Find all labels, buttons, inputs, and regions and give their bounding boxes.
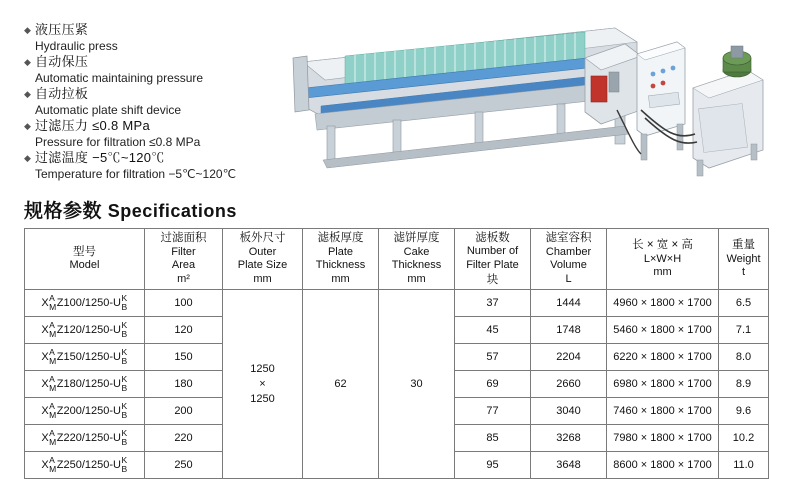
- model-sub-right-bottom: B: [121, 410, 128, 421]
- model-sub-right: [121, 321, 127, 339]
- cell-weight: 8.9: [719, 371, 769, 398]
- th-dimensions: [607, 229, 719, 290]
- th-cake-thickness-en2: Thickness: [391, 259, 442, 272]
- feature-item: [24, 54, 304, 71]
- cell-model: [25, 371, 145, 398]
- model-sub-right-bottom: B: [121, 302, 128, 313]
- cell-dimensions: 6220 × 1800 × 1700: [607, 344, 719, 371]
- model-sub-right: [121, 429, 127, 447]
- bullet-icon: ◆: [24, 121, 31, 131]
- th-plate-count: [455, 229, 531, 290]
- th-weight-en: Weight: [726, 252, 761, 265]
- th-chamber-volume: [531, 229, 607, 290]
- model-prefix: X: [41, 432, 49, 445]
- th-weight-cn: 重量: [732, 239, 755, 252]
- model-sub-right-top: K: [121, 401, 128, 412]
- feature-item: [24, 150, 304, 167]
- th-outer-plate-size-en2: Plate Size: [237, 259, 288, 272]
- cell-weight: 10.2: [719, 425, 769, 452]
- model-sub-right: [121, 348, 127, 366]
- model-sub-right-bottom: B: [121, 464, 128, 475]
- model-sub-right-top: K: [121, 428, 128, 439]
- cell-plate-count: 77: [455, 398, 531, 425]
- model-prefix: X: [41, 351, 49, 364]
- cell-filter-area: 150: [145, 344, 223, 371]
- model-sub-right-top: K: [121, 293, 128, 304]
- th-chamber-volume-cn: 滤室容积: [545, 232, 592, 245]
- th-plate-count-en: Number of: [466, 245, 519, 258]
- model-sub-left-bottom: M: [49, 356, 57, 367]
- th-model-cn: 型号: [73, 246, 96, 259]
- th-cake-thickness-cn: 滤饼厚度: [393, 232, 440, 245]
- cell-chamber-volume: 3040: [531, 398, 607, 425]
- model-sub-right: [121, 402, 127, 420]
- model-sub-left: [49, 375, 56, 393]
- model-sub-left-top: A: [49, 374, 55, 385]
- model-sub-left-bottom: M: [49, 302, 57, 313]
- cell-weight: 11.0: [719, 452, 769, 479]
- model-sub-right-bottom: B: [121, 437, 128, 448]
- feature-title-en: Hydraulic press: [35, 39, 118, 53]
- th-plate-thickness-en2: Thickness: [315, 259, 366, 272]
- th-model: [25, 229, 145, 290]
- feature-title-cn: 自动拉板: [35, 86, 89, 101]
- model-mid: Z220/1250-U: [56, 432, 121, 445]
- feature-title-cn: 液压压紧: [35, 22, 89, 37]
- feature-item: [24, 22, 304, 39]
- cell-chamber-volume: 3648: [531, 452, 607, 479]
- specifications-table-wrap: [24, 228, 768, 479]
- model-sub-right-top: K: [121, 455, 128, 466]
- model-sub-left: [49, 429, 56, 447]
- feature-list: [24, 22, 304, 182]
- model-sub-left-top: A: [49, 401, 55, 412]
- cell-model: [25, 452, 145, 479]
- th-weight: [719, 229, 769, 290]
- cell-weight: 7.1: [719, 317, 769, 344]
- model-sub-left: [49, 294, 56, 312]
- cell-plate-count: 57: [455, 344, 531, 371]
- cell-model: [25, 398, 145, 425]
- model-prefix: X: [41, 378, 49, 391]
- cell-weight: 8.0: [719, 344, 769, 371]
- th-chamber-volume-en: Chamber: [545, 245, 592, 258]
- filter-press-illustration: [285, 14, 785, 194]
- feature-item: [24, 118, 304, 135]
- cell-plate-count: 69: [455, 371, 531, 398]
- th-plate-thickness: [303, 229, 379, 290]
- cell-model: [25, 317, 145, 344]
- model-sub-right-bottom: B: [121, 383, 128, 394]
- cell-dimensions: 7460 × 1800 × 1700: [607, 398, 719, 425]
- cell-filter-area: 100: [145, 290, 223, 317]
- model-sub-right-top: K: [121, 347, 128, 358]
- th-outer-plate-size-en: Outer: [248, 245, 277, 258]
- model-sub-right-top: K: [121, 374, 128, 385]
- model-sub-left-bottom: M: [49, 329, 57, 340]
- model-sub-left-top: A: [49, 347, 55, 358]
- th-outer-plate-size-unit: mm: [253, 273, 272, 286]
- model-sub-left-top: A: [49, 428, 55, 439]
- bullet-icon: ◆: [24, 25, 31, 35]
- model-sub-right-bottom: B: [121, 356, 128, 367]
- th-filter-area-en2: Area: [171, 259, 196, 272]
- cell-dimensions: 8600 × 1800 × 1700: [607, 452, 719, 479]
- th-filter-area: [145, 229, 223, 290]
- cell-chamber-volume: 2204: [531, 344, 607, 371]
- specifications-table: [24, 228, 769, 479]
- th-filter-area-en: Filter: [171, 245, 196, 258]
- cell-dimensions: 7980 × 1800 × 1700: [607, 425, 719, 452]
- model-sub-right: [121, 375, 127, 393]
- model-sub-left: [49, 456, 56, 474]
- model-sub-right: [121, 294, 127, 312]
- th-plate-thickness-en: Plate: [327, 245, 354, 258]
- table-header-row: [25, 229, 769, 290]
- cell-cake-thickness: 30: [379, 290, 455, 479]
- section-title-en: Specifications: [107, 201, 237, 221]
- cell-chamber-volume: 1748: [531, 317, 607, 344]
- th-filter-area-cn: 过滤面积: [160, 232, 207, 245]
- cell-model: [25, 344, 145, 371]
- cell-plate-count: 85: [455, 425, 531, 452]
- model-sub-left: [49, 402, 56, 420]
- model-mid: Z150/1250-U: [56, 351, 121, 364]
- cell-chamber-volume: 1444: [531, 290, 607, 317]
- th-plate-thickness-cn: 滤板厚度: [317, 232, 364, 245]
- th-cake-thickness: [379, 229, 455, 290]
- bullet-icon: ◆: [24, 153, 31, 163]
- th-plate-count-en2: Filter Plate: [466, 259, 519, 272]
- cell-weight: 9.6: [719, 398, 769, 425]
- th-outer-plate-size-cn: 板外尺寸: [239, 232, 286, 245]
- th-plate-count-cn: 滤板数: [475, 232, 510, 244]
- cell-filter-area: 120: [145, 317, 223, 344]
- model-sub-left-top: A: [49, 320, 55, 331]
- model-prefix: X: [41, 405, 49, 418]
- table-row: [25, 290, 769, 317]
- cell-filter-area: 250: [145, 452, 223, 479]
- model-prefix: X: [41, 297, 49, 310]
- th-plate-count-unit: 块: [486, 273, 499, 286]
- model-prefix: X: [41, 324, 49, 337]
- th-weight-unit: t: [741, 266, 746, 279]
- model-sub-left-bottom: M: [49, 437, 57, 448]
- model-sub-left: [49, 348, 56, 366]
- cell-plate-count: 45: [455, 317, 531, 344]
- cell-dimensions: 4960 × 1800 × 1700: [607, 290, 719, 317]
- model-mid: Z180/1250-U: [56, 378, 121, 391]
- cell-model: [25, 290, 145, 317]
- model-sub-right: [121, 456, 127, 474]
- bullet-icon: ◆: [24, 57, 31, 67]
- cell-plate-count: 37: [455, 290, 531, 317]
- cell-dimensions: 5460 × 1800 × 1700: [607, 317, 719, 344]
- feature-title-cn: 自动保压: [35, 54, 89, 69]
- model-sub-left: [49, 321, 56, 339]
- section-title: [24, 196, 237, 223]
- model-sub-left-top: A: [49, 455, 55, 466]
- th-model-en: Model: [69, 259, 100, 272]
- model-mid: Z120/1250-U: [56, 324, 121, 337]
- model-sub-right-bottom: B: [121, 329, 128, 340]
- model-prefix: X: [41, 459, 49, 472]
- model-sub-left-top: A: [49, 293, 55, 304]
- bullet-icon: ◆: [24, 89, 31, 99]
- cell-chamber-volume: 3268: [531, 425, 607, 452]
- model-sub-left-bottom: M: [49, 464, 57, 475]
- th-outer-plate-size: [223, 229, 303, 290]
- cell-filter-area: 180: [145, 371, 223, 398]
- section-title-cn: 规格参数: [24, 201, 103, 222]
- th-cake-thickness-en: Cake: [403, 245, 430, 258]
- model-sub-left-bottom: M: [49, 410, 57, 421]
- model-sub-left-bottom: M: [49, 383, 57, 394]
- th-cake-thickness-unit: mm: [407, 273, 426, 286]
- model-mid: Z250/1250-U: [56, 459, 121, 472]
- cell-filter-area: 200: [145, 398, 223, 425]
- cell-chamber-volume: 2660: [531, 371, 607, 398]
- feature-item: [24, 86, 304, 103]
- feature-title-en: Pressure for filtration ≤0.8 MPa: [35, 135, 201, 149]
- model-sub-right-top: K: [121, 320, 128, 331]
- th-filter-area-unit: m²: [177, 273, 190, 286]
- model-mid: Z200/1250-U: [56, 405, 121, 418]
- th-plate-thickness-unit: mm: [331, 273, 350, 286]
- th-chamber-volume-en2: Volume: [550, 259, 587, 272]
- cell-dimensions: 6980 × 1800 × 1700: [607, 371, 719, 398]
- cell-plate-thickness: 62: [303, 290, 379, 479]
- model-mid: Z100/1250-U: [56, 297, 121, 310]
- th-chamber-volume-unit: L: [565, 273, 572, 286]
- cell-weight: 6.5: [719, 290, 769, 317]
- feature-title-cn: 过滤温度 −5℃~120℃: [35, 150, 165, 165]
- th-dimensions-cn: 长 × 宽 × 高: [632, 239, 693, 252]
- th-dimensions-unit: mm: [653, 266, 672, 279]
- feature-title-en: Temperature for filtration −5℃~120℃: [35, 167, 237, 181]
- feature-title-en: Automatic plate shift device: [35, 103, 182, 117]
- th-dimensions-en: L×W×H: [643, 252, 682, 265]
- feature-title-en: Automatic maintaining pressure: [35, 71, 204, 85]
- cell-filter-area: 220: [145, 425, 223, 452]
- cell-plate-count: 95: [455, 452, 531, 479]
- cell-model: [25, 425, 145, 452]
- cell-outer-plate-size: 1250 × 1250: [223, 290, 303, 479]
- feature-title-cn: 过滤压力 ≤0.8 MPa: [35, 118, 151, 133]
